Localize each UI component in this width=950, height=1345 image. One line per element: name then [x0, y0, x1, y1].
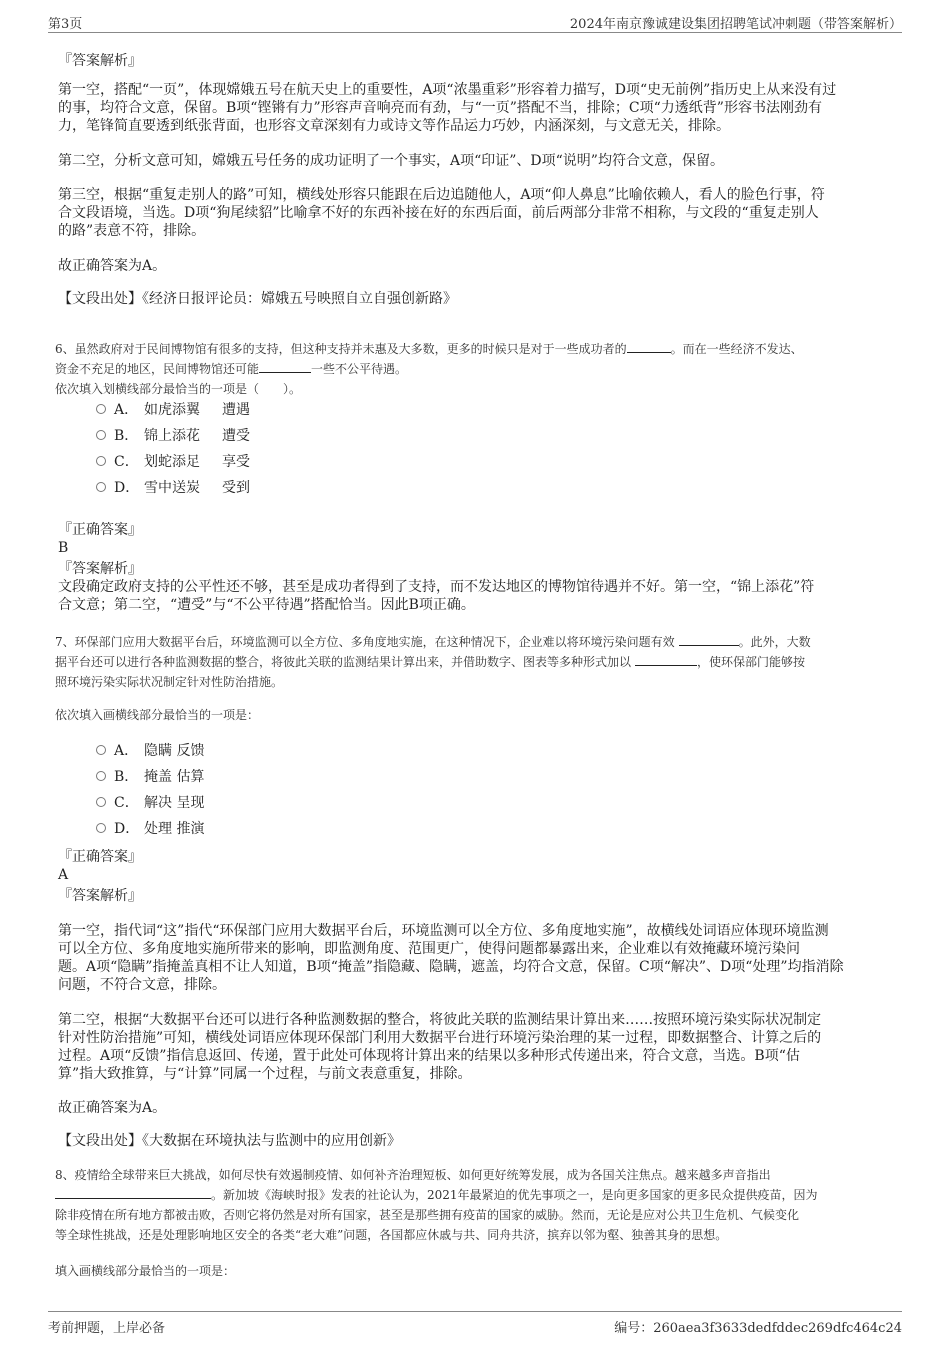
q6-stem: 6、虽然政府对于民间博物馆有很多的支持，但这种支持并未惠及大多数，更多的时候只是对于一些成功者的 。而在一些经济不发达、 资金不充足的地区，民间博物馆还可能 一些不公平待遇。 依次填入划横线部分最恰当的一项是（ ）。 — [55, 342, 803, 396]
q7-option-b[interactable]: B． 掩盖 估算 — [96, 767, 204, 787]
q7-blank-2 — [635, 653, 697, 666]
q6-option-b[interactable]: B． 锦上添花 遭受 — [96, 426, 250, 446]
radio-icon[interactable] — [96, 430, 106, 440]
q5-analysis-paragraph-1: 第一空，搭配“一页”，体现嫦娥五号在航天史上的重要性，A项“浓墨重彩”形容着力描写，D项“史无前例”指历史上从来没有过 的事，均符合文意，保留。B项“铿锵有力”形容声音响亮而有劲，与“一页”搭配不当，排除；C项“力透纸背”形容书法刚劲有 力，笔锋简直要透到纸张背面，也形容文章深刻有力或诗文等作品运力巧妙，内涵深刻，与文意无关，排除。 — [58, 82, 837, 134]
document-title: 2024年南京豫诚建设集团招聘笔试冲刺题（带答案解析） — [569, 17, 902, 32]
page-header — [48, 10, 902, 33]
radio-icon[interactable] — [96, 771, 106, 781]
footer-slogan: 考前押题，上岸必备 — [48, 1321, 166, 1336]
q6-analysis: 文段确定政府支持的公平性还不够，甚至是成功者得到了支持，而不发达地区的博物馆待遇并不好。第一空，“锦上添花”符 合文意；第二空，“遭受”与“不公平待遇”搭配恰当。因此B项正确。 — [58, 579, 815, 613]
q6-blank-1 — [627, 340, 671, 353]
q7-analysis-paragraph-1: 第一空，指代词“这”指代“环保部门应用大数据平台后，环境监测可以全方位、多角度地实施”，故横线处词语应体现环境监测 可以全方位、多角度地实施所带来的影响，即监测角度、范围更广，使得问题都暴露出来，企业难以有效掩藏环境污染问 题。A项“隐瞒”指掩盖真相不让人知道，B项“掩盖”指隐藏、隐瞒，遮盖，均符合文意，保留。C项“解决”、D项“处理”均指消除 问题，不符合文意，排除。 — [58, 923, 844, 993]
radio-icon[interactable] — [96, 745, 106, 755]
q6-answer: B — [58, 540, 69, 556]
radio-icon[interactable] — [96, 482, 106, 492]
q7-instruction: 依次填入画横线部分最恰当的一项是： — [55, 708, 260, 722]
q6-option-d[interactable]: D． 雪中送炭 受到 — [96, 478, 250, 498]
q7-answer: A — [58, 867, 69, 883]
page-footer — [48, 1311, 902, 1338]
q8-blank-1 — [55, 1186, 211, 1199]
radio-icon[interactable] — [96, 797, 106, 807]
q8-stem: 8、疫情给全球带来巨大挑战，如何尽快有效遏制疫情、如何补齐治理短板、如何更好统筹发展，成为各国关注焦点。越来越多声音指出 。新加坡《海峡时报》发表的社论认为，2021年最紧迫的优先事项之一，是向更多国家的更多民众提供疫苗，因为 除非疫情在所有地方都被击败，否则它将仍然是对所有国家，甚至是那些拥有疫苗的国家的威胁。然而，无论是应对公共卫生危机、气候变化 等全球性挑战，还是处理影响地区安全的各类“老大难”问题，各国都应休戚与共、同舟共济，摈弃以邻为壑、独善其身的思想。 — [55, 1168, 818, 1242]
radio-icon[interactable] — [96, 823, 106, 833]
q7-source: 【文段出处】《大数据在环境执法与监测中的应用创新》 — [58, 1133, 401, 1149]
page-number: 第3页 — [48, 17, 83, 32]
q5-analysis-paragraph-2: 第二空，分析文意可知，嫦娥五号任务的成功证明了一个事实，A项“印证”、D项“说明”均符合文意，保留。 — [58, 153, 724, 169]
radio-icon[interactable] — [96, 456, 106, 466]
q7-option-d[interactable]: D． 处理 推演 — [96, 819, 204, 839]
radio-icon[interactable] — [96, 404, 106, 414]
q8-instruction: 填入画横线部分最恰当的一项是： — [55, 1264, 236, 1278]
q5-analysis-label: 『答案解析』 — [58, 53, 142, 69]
q5-source: 【文段出处】《经济日报评论员：嫦娥五号映照自立自强创新路》 — [58, 291, 457, 307]
q7-blank-1 — [679, 633, 739, 646]
q7-stem: 7、环保部门应用大数据平台后，环境监测可以全方位、多角度地实施，在这种情况下，企业难以将环境污染问题有效 。此外，大数 据平台还可以进行各种监测数据的整合，将彼此关联的监测结果计算出来，并借助数字、图表等多种形式加以 ，使环保部门能够按 照环境污染实际状况制定针对性防治措施。 — [55, 635, 811, 689]
q7-option-c[interactable]: C． 解决 呈现 — [96, 793, 204, 813]
q5-analysis-paragraph-3: 第三空，根据“重复走别人的路”可知，横线处形容只能跟在后边追随他人，A项“仰人鼻息”比喻依赖人，看人的脸色行事，符 合文段语境，当选。D项“狗尾续貂”比喻拿不好的东西补接在好的东西后面，前后两部分非常不相称，与文段的“重复走别人 的路”表意不符，排除。 — [58, 187, 825, 239]
q7-analysis-label: 『答案解析』 — [58, 888, 142, 904]
q5-conclusion: 故正确答案为A。 — [58, 258, 167, 274]
q7-option-a[interactable]: A． 隐瞒 反馈 — [96, 741, 204, 761]
q6-answer-label: 『正确答案』 — [58, 522, 142, 538]
q7-answer-label: 『正确答案』 — [58, 849, 142, 865]
q6-blank-2 — [259, 360, 311, 373]
q6-analysis-label: 『答案解析』 — [58, 561, 142, 577]
q7-conclusion: 故正确答案为A。 — [58, 1100, 167, 1116]
q6-option-a[interactable]: A． 如虎添翼 遭遇 — [96, 400, 250, 420]
document-id: 编号：260aea3f3633dedfddec269dfc464c24 — [614, 1321, 902, 1336]
q6-option-c[interactable]: C． 划蛇添足 享受 — [96, 452, 250, 472]
q7-analysis-paragraph-2: 第二空，根据“大数据平台还可以进行各种监测数据的整合，将彼此关联的监测结果计算出来……按照环境污染实际状况制定 针对性防治措施”可知，横线处词语应体现环保部门利用大数据平台进行环境污染治理的某一过程，即数据整合、计算之后的 过程。A项“反馈”指信息返回、传递，置于此处可体现将计算出来的结果以多种形式传递出来，符合文意，当选。B项“估 算”指大致推算，与“计算”同属一个过程，与前文表意重复，排除。 — [58, 1012, 822, 1082]
